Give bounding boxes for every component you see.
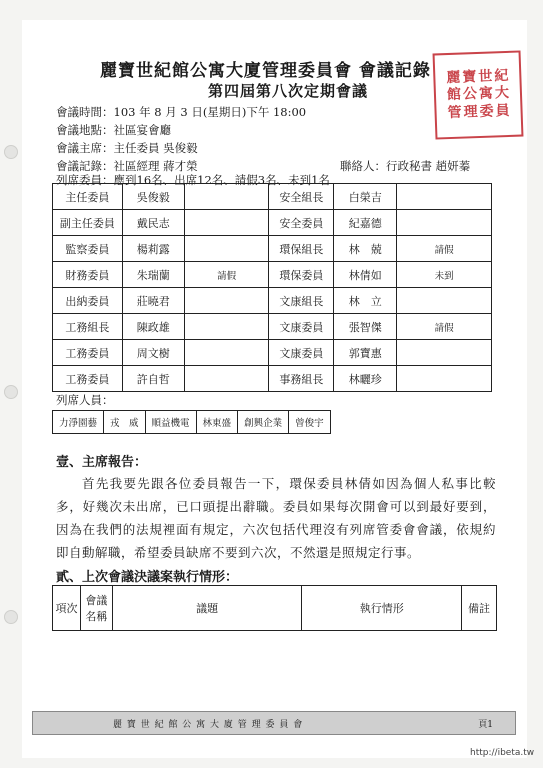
punch-hole xyxy=(4,145,18,159)
table-header-row: 項次 會議名稱 議題 執行情形 備註 xyxy=(53,586,497,631)
punch-hole xyxy=(4,385,18,399)
meeting-chair: 會議主席：主任委員 吳俊毅 xyxy=(56,141,198,155)
red-seal-stamp xyxy=(433,50,524,139)
meeting-place: 會議地點：社區宴會廳 xyxy=(56,123,171,137)
document-subtitle: 第四屆第八次定期會議 xyxy=(208,82,369,100)
meeting-recorder: 會議記錄：社區經理 蔣才榮 xyxy=(56,159,198,173)
punch-hole xyxy=(4,610,18,624)
resolution-table xyxy=(52,585,497,631)
seal-row: 麗 寶 世 紀 xyxy=(446,67,509,86)
present-label: 列席人員： xyxy=(56,393,114,407)
footer-org: 麗 寶 世 紀 館 公 寓 大 廈 管 理 委 員 會 xyxy=(113,719,304,730)
table-row: 財務委員 朱瑞蘭 請假 環保委員 林倩如 未到 xyxy=(53,262,492,288)
table-row: 工務委員 許自哲 事務組長 林曬珍 xyxy=(53,366,492,392)
chair-report-text: 首先我要先跟各位委員報告一下，環保委員林倩如因為個人私事比較多，好幾次未出席，已口頭提出辭職。委員如果每次開會可以到最好要到，因為在我們的法規裡面有規定，六次包括代理沒有列席管委會會議，依規約即自動解職，希望委員缺席不要到六次，不然還是照規定行事。 xyxy=(56,476,496,560)
document-title: 麗寶世紀館公寓大廈管理委員會 會議記錄 xyxy=(100,61,431,81)
table-row: 副主任委員 戴民志 安全委員 紀嘉德 xyxy=(53,210,492,236)
table-row: 主任委員 吳俊毅 安全組長 白榮吉 xyxy=(53,184,492,210)
watermark-url: http://ibeta.tw xyxy=(470,748,535,758)
attendance-table xyxy=(52,183,492,392)
table-row: 力淨園藝 戎 威 順益機電 林東盛 創興企業 曾俊宇 xyxy=(53,411,331,434)
section-heading: 貳、上次會議決議案執行情形： xyxy=(56,570,239,585)
page-number: 頁1 xyxy=(478,719,493,730)
seal-row: 管 理 委 員 xyxy=(447,102,510,121)
section-heading: 壹、主席報告： xyxy=(56,455,148,470)
table-row: 出納委員 莊曉君 文康組長 林 立 xyxy=(53,288,492,314)
attendance-summary: 列席委員：應到16名、出席12名、請假3名、未到1名 xyxy=(56,173,330,187)
table-row: 監察委員 楊莉露 環保組長 林 兢 請假 xyxy=(53,236,492,262)
meeting-time: 會議時間：103 年 8 月 3 日(星期日)下午 18:00 xyxy=(56,105,307,119)
table-row: 工務組長 陳政雄 文康委員 張智傑 請假 xyxy=(53,314,492,340)
present-table xyxy=(52,410,331,434)
contact-person: 聯絡人：行政秘書 趙妍蓁 xyxy=(340,159,471,173)
seal-row: 館 公 寓 大 xyxy=(446,85,510,104)
table-row: 工務委員 周文樹 文康委員 郭寶惠 xyxy=(53,340,492,366)
page-footer xyxy=(32,711,516,735)
